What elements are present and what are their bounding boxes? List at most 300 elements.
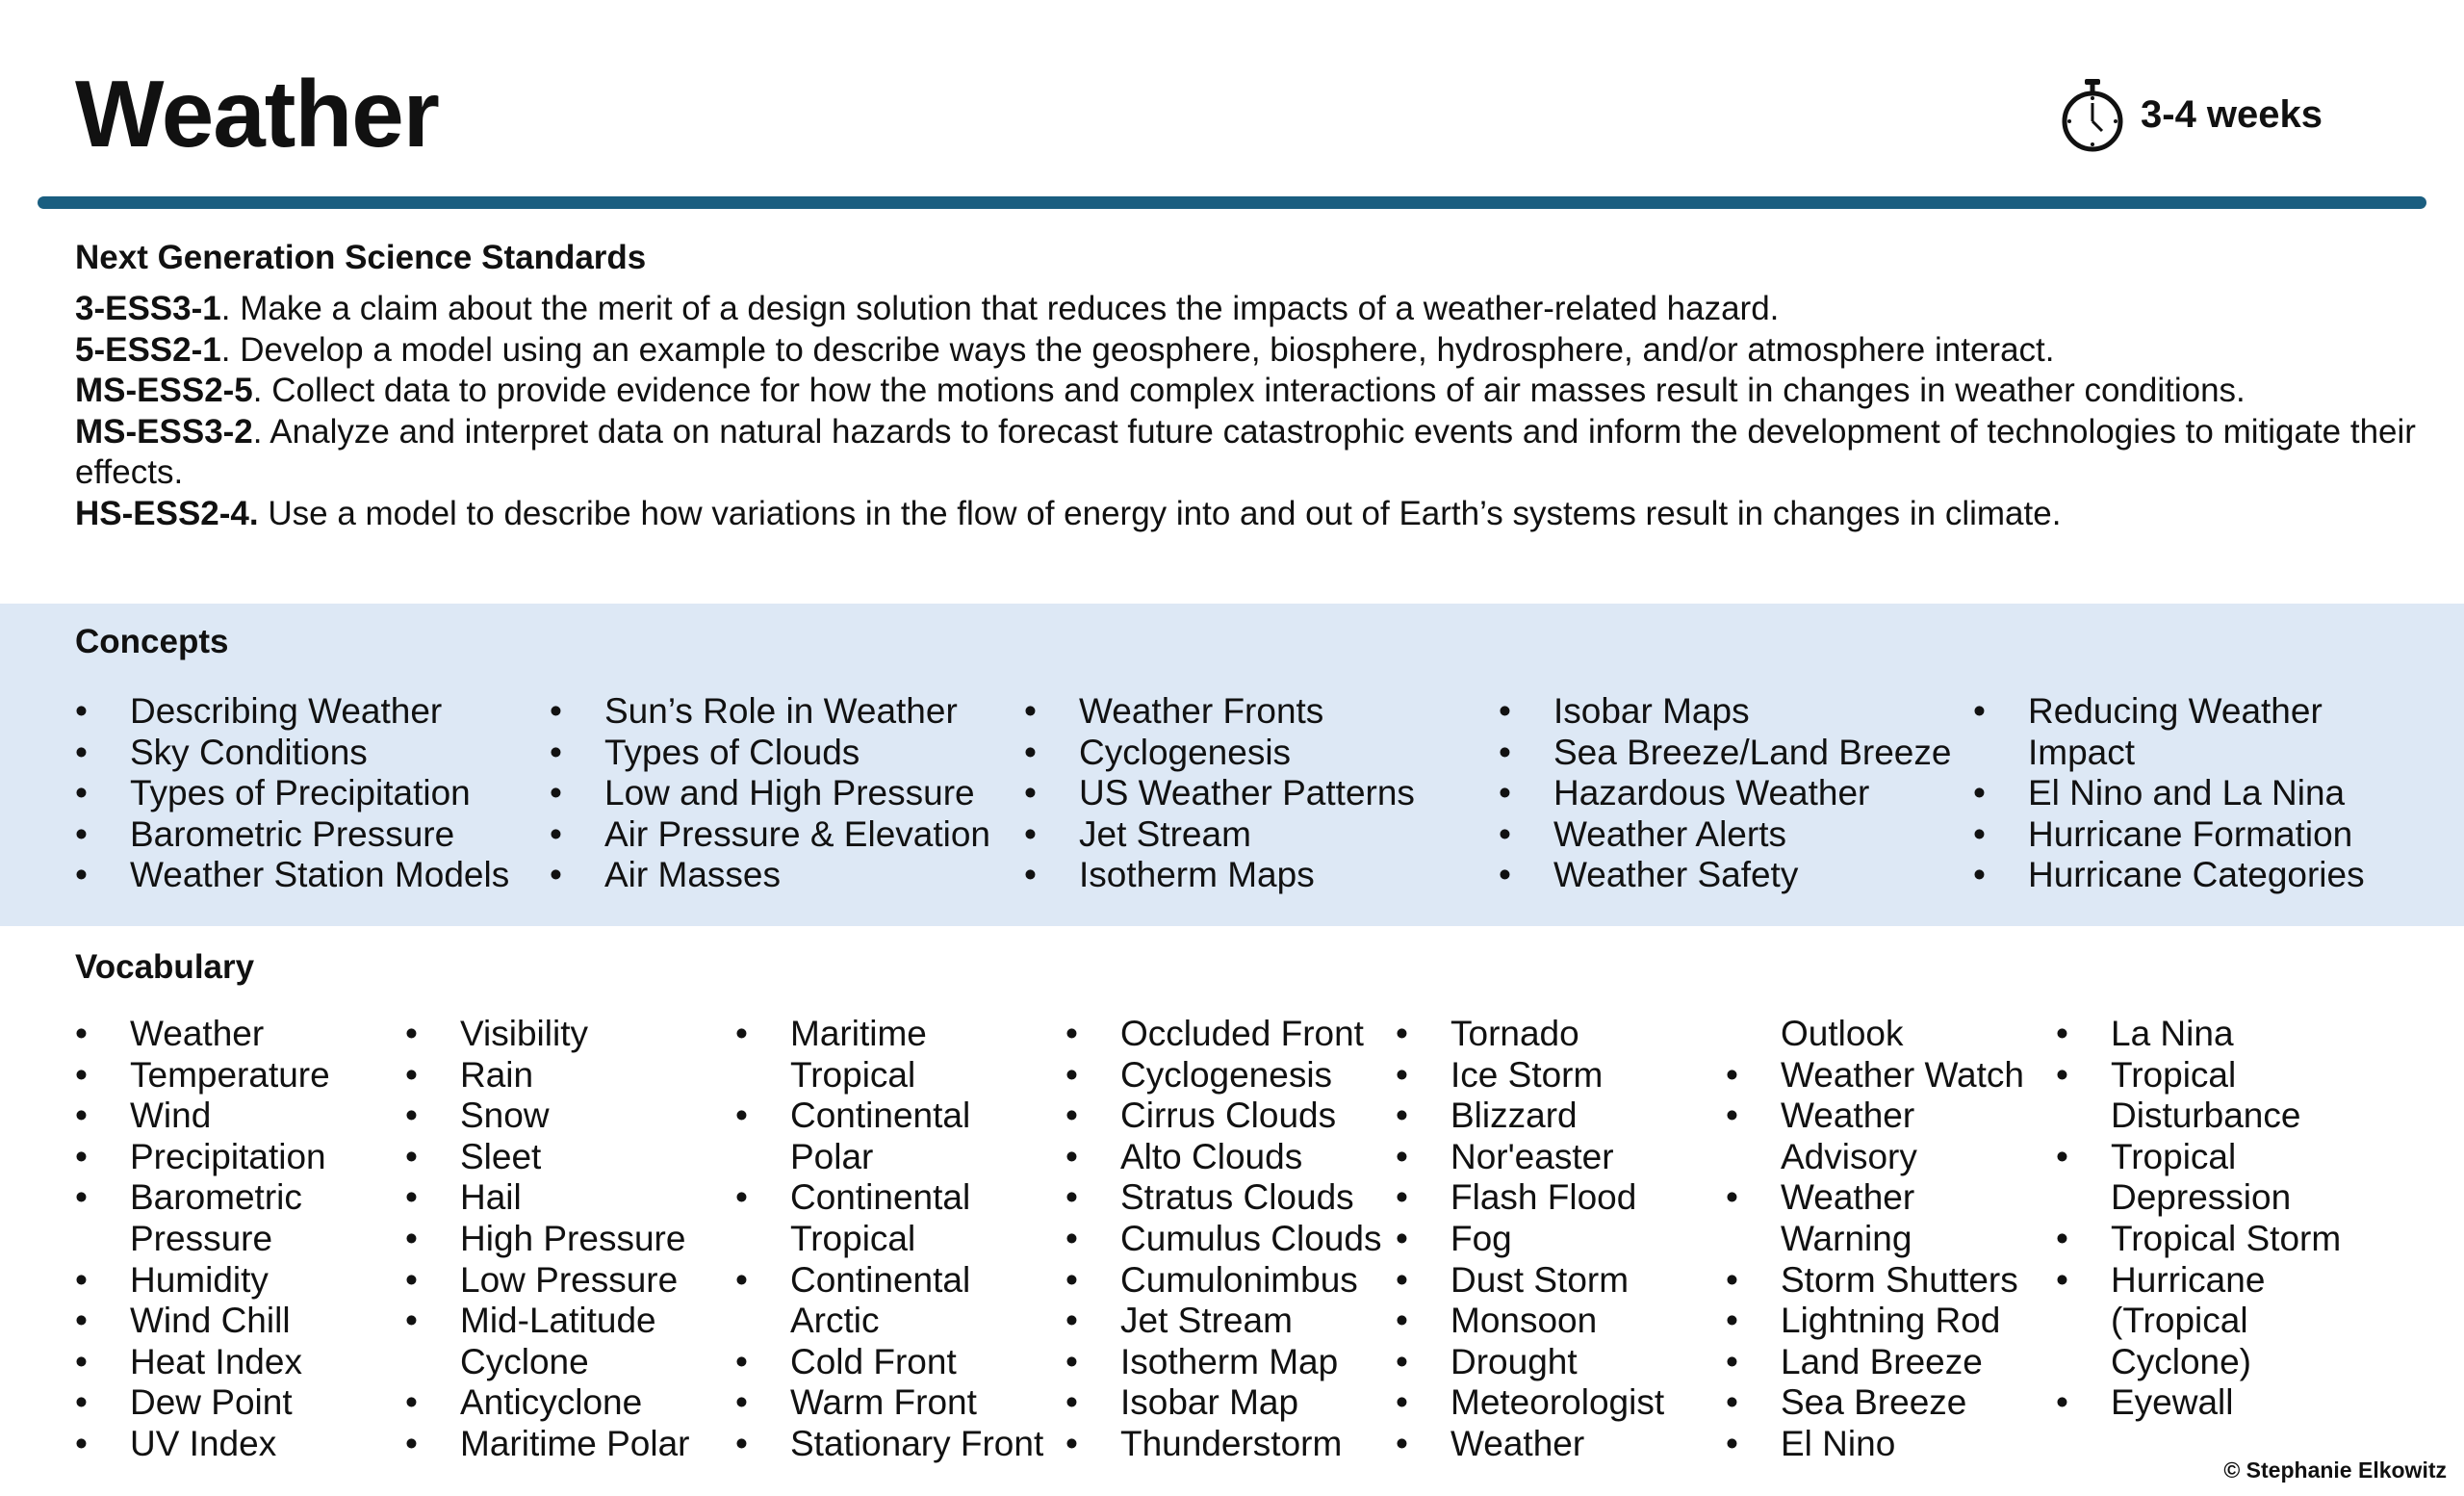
vocabulary-item — [1396, 1382, 1664, 1424]
concepts-item-text: Sun’s Role in Weather — [604, 691, 958, 731]
vocabulary-item-text: Drought — [1450, 1341, 1578, 1381]
vocabulary-item — [2056, 1055, 2341, 1137]
bullet-icon: • — [1726, 1054, 1738, 1095]
bullet-icon: • — [405, 1054, 418, 1095]
bullet-icon: • — [1499, 773, 1511, 813]
vocabulary-item-text: Fog — [1450, 1218, 1512, 1258]
vocabulary-item — [75, 1177, 330, 1259]
vocabulary-item-text: Warm Front — [790, 1382, 977, 1423]
vocabulary-item-text: Hail — [460, 1177, 522, 1218]
concepts-item-text: Hurricane Formation — [2028, 813, 2353, 854]
standard-text: . Analyze and interpret data on natural hazards to forecast future catastrophic events and inform the development of technologies to mitigate their effects. — [75, 412, 2416, 491]
concepts-item — [1499, 733, 1951, 774]
standard-code: 5-ESS2-1 — [75, 330, 221, 369]
bullet-icon: • — [1396, 1096, 1408, 1136]
bullet-icon: • — [405, 1423, 418, 1463]
vocabulary-item-text: Anticyclone — [460, 1382, 643, 1423]
standard-text: Use a model to describe how variations in the flow of energy into and out of Earth’s systems result in changes in climate. — [258, 494, 2062, 532]
concepts-item — [1499, 691, 1951, 733]
concepts-item-text: Hurricane Categories — [2028, 855, 2365, 895]
vocabulary-item-text: Precipitation — [130, 1136, 326, 1176]
bullet-icon: • — [1024, 732, 1037, 772]
vocabulary-item-text: Dust Storm — [1450, 1259, 1630, 1300]
vocabulary-item — [405, 1014, 690, 1055]
vocabulary-item — [2056, 1137, 2341, 1219]
bullet-icon: • — [75, 732, 88, 772]
standard-code: MS-ESS2-5 — [75, 372, 253, 409]
vocabulary-item-text: Cyclogenesis — [1120, 1054, 1333, 1095]
vocabulary-item-text: Barometric Pressure — [130, 1177, 302, 1258]
vocabulary-item — [405, 1219, 690, 1260]
vocabulary-item — [405, 1055, 690, 1096]
vocabulary-item-text: Hurricane (Tropical Cyclone) — [2111, 1259, 2266, 1381]
bullet-icon: • — [550, 855, 562, 895]
bullet-icon: • — [1396, 1177, 1408, 1218]
standard-item — [75, 371, 2428, 412]
bullet-icon: • — [75, 855, 88, 895]
vocabulary-item-text: Ice Storm — [1450, 1054, 1604, 1095]
bullet-icon: • — [75, 773, 88, 813]
vocabulary-item — [1726, 1177, 2024, 1259]
vocabulary-item-text: Isobar Map — [1120, 1382, 1299, 1423]
bullet-icon: • — [735, 1014, 748, 1053]
concepts-item — [1973, 855, 2365, 896]
bullet-icon: • — [1499, 813, 1511, 854]
concepts-item — [1973, 773, 2365, 814]
vocabulary-item-text: Land Breeze — [1781, 1341, 1983, 1381]
vocabulary-item — [405, 1137, 690, 1178]
vocabulary-item-text: Weather — [130, 1014, 265, 1053]
vocabulary-item — [735, 1342, 1043, 1383]
vocabulary-item-text: Low Pressure — [460, 1259, 679, 1300]
duration — [2058, 77, 2323, 152]
bullet-icon: • — [735, 1259, 748, 1300]
vocabulary-item-text: El Nino — [1781, 1423, 1896, 1463]
copyright: © Stephanie Elkowitz — [2223, 1457, 2447, 1483]
concepts-item — [550, 773, 990, 814]
vocabulary-item-text: Tropical Disturbance — [2111, 1054, 2301, 1136]
concepts-heading: Concepts — [75, 623, 229, 660]
standard-text: . Make a claim about the merit of a design solution that reduces the impacts of a weather-related hazard. — [220, 290, 1780, 327]
vocabulary-column — [2056, 1014, 2341, 1424]
bullet-icon: • — [735, 1177, 748, 1218]
vocabulary-item — [405, 1260, 690, 1302]
vocabulary-item — [735, 1260, 1043, 1342]
vocabulary-item-text: Wind — [130, 1096, 212, 1136]
concepts-column — [1024, 691, 1415, 896]
vocabulary-item-text: Visibility — [460, 1014, 588, 1053]
bullet-icon: • — [405, 1382, 418, 1423]
bullet-icon: • — [405, 1136, 418, 1176]
vocabulary-item — [1396, 1014, 1664, 1055]
standard-code: 3-ESS3-1 — [75, 290, 221, 327]
vocabulary-heading: Vocabulary — [75, 948, 255, 986]
vocabulary-item — [1726, 1055, 2024, 1096]
bullet-icon: • — [1726, 1177, 1738, 1218]
concepts-column — [75, 691, 509, 896]
vocabulary-item — [735, 1382, 1043, 1424]
vocabulary-item — [1065, 1260, 1381, 1302]
bullet-icon: • — [2056, 1218, 2068, 1258]
vocabulary-item-text: High Pressure — [460, 1218, 686, 1258]
bullet-icon: • — [1499, 732, 1511, 772]
vocabulary-item-text: Heat Index — [130, 1341, 302, 1381]
bullet-icon: • — [1065, 1341, 1078, 1381]
vocabulary-item — [1726, 1342, 2024, 1383]
bullet-icon: • — [1499, 855, 1511, 895]
vocabulary-item — [405, 1177, 690, 1219]
bullet-icon: • — [2056, 1054, 2068, 1095]
concepts-item — [1024, 773, 1415, 814]
concepts-item-text: Weather Fronts — [1079, 691, 1324, 731]
bullet-icon: • — [735, 1382, 748, 1423]
header-divider — [38, 196, 2426, 209]
bullet-icon: • — [1396, 1259, 1408, 1300]
bullet-icon: • — [1024, 813, 1037, 854]
standard-text: . Collect data to provide evidence for how the motions and complex interactions of air masses result in changes in weather conditions. — [252, 372, 2246, 409]
vocabulary-item-text: Meteorologist — [1450, 1382, 1665, 1423]
vocabulary-item — [735, 1014, 1043, 1096]
bullet-icon: • — [405, 1096, 418, 1136]
vocabulary-item — [75, 1301, 330, 1342]
vocabulary-item — [1065, 1382, 1381, 1424]
bullet-icon: • — [2056, 1382, 2068, 1423]
bullet-icon: • — [2056, 1014, 2068, 1053]
vocabulary-item — [735, 1096, 1043, 1177]
vocabulary-item-text: Flash Flood — [1450, 1177, 1637, 1218]
vocabulary-item — [2056, 1260, 2341, 1383]
vocabulary-item — [735, 1177, 1043, 1259]
concepts-item — [75, 773, 509, 814]
vocabulary-item-text: Tornado — [1450, 1014, 1579, 1053]
vocabulary-item — [75, 1260, 330, 1302]
vocabulary-item-text: Tropical Storm — [2111, 1218, 2342, 1258]
vocabulary-item-text: UV Index — [130, 1423, 277, 1463]
bullet-icon: • — [75, 1096, 88, 1136]
bullet-icon: • — [735, 1423, 748, 1463]
concepts-item-text: US Weather Patterns — [1079, 773, 1415, 813]
vocabulary-item-text: Occluded Front — [1120, 1014, 1364, 1053]
duration-text: 3-4 weeks — [2141, 92, 2323, 136]
bullet-icon: • — [1726, 1423, 1738, 1463]
bullet-icon: • — [405, 1259, 418, 1300]
vocabulary-item-text: Stationary Front — [790, 1423, 1044, 1463]
vocabulary-item — [75, 1137, 330, 1178]
bullet-icon: • — [1396, 1423, 1408, 1463]
concepts-item-text: Types of Clouds — [604, 732, 860, 772]
concepts-item — [550, 855, 990, 896]
concepts-item-text: El Nino and La Nina — [2028, 773, 2346, 813]
bullet-icon: • — [405, 1014, 418, 1053]
vocabulary-item-text: Jet Stream — [1120, 1301, 1293, 1341]
standard-code: MS-ESS3-2 — [75, 412, 253, 451]
vocabulary-item-text: Cold Front — [790, 1341, 957, 1381]
bullet-icon: • — [1973, 813, 1986, 854]
bullet-icon: • — [75, 1054, 88, 1095]
vocabulary-item — [1396, 1096, 1664, 1137]
concepts-item-text: Isobar Maps — [1553, 691, 1750, 731]
vocabulary-item-text: Alto Clouds — [1120, 1136, 1303, 1176]
vocabulary-item-text: Cirrus Clouds — [1120, 1096, 1337, 1136]
concepts-item-text: Sky Conditions — [130, 732, 368, 772]
concepts-item — [1499, 814, 1951, 856]
vocabulary-item — [1396, 1342, 1664, 1383]
vocabulary-item-text: Continental Polar — [790, 1096, 971, 1176]
vocabulary-item-text: La Nina — [2111, 1014, 2234, 1053]
vocabulary-item-text: Temperature — [130, 1054, 330, 1095]
vocabulary-item — [1065, 1177, 1381, 1219]
concepts-item-text: Barometric Pressure — [130, 813, 455, 854]
bullet-icon: • — [550, 691, 562, 731]
vocabulary-item-text: Weather Watch — [1781, 1054, 2024, 1095]
concepts-item — [1024, 691, 1415, 733]
vocabulary-item — [1396, 1137, 1664, 1178]
vocabulary-item — [1396, 1260, 1664, 1302]
bullet-icon: • — [1726, 1301, 1738, 1341]
vocabulary-item-text: Mid-Latitude Cyclone — [460, 1301, 656, 1381]
bullet-icon: • — [1065, 1177, 1078, 1218]
bullet-icon: • — [550, 773, 562, 813]
vocabulary-item-text: Maritime Tropical — [790, 1014, 927, 1095]
vocabulary-item — [2056, 1382, 2341, 1424]
concepts-item-text: Weather Safety — [1553, 855, 1799, 895]
vocabulary-item — [75, 1424, 330, 1465]
standard-item — [75, 412, 2428, 494]
concepts-item — [550, 691, 990, 733]
concepts-item-text: Sea Breeze/Land Breeze — [1553, 732, 1952, 772]
bullet-icon: • — [75, 1301, 88, 1341]
vocabulary-item-text: Weather Advisory — [1781, 1096, 1917, 1176]
vocabulary-item — [405, 1424, 690, 1465]
concepts-item — [550, 814, 990, 856]
vocabulary-item-text: Snow — [460, 1096, 550, 1136]
vocabulary-item — [405, 1301, 690, 1382]
concepts-item-text: Isotherm Maps — [1079, 855, 1315, 895]
concepts-item-text: Weather Alerts — [1553, 813, 1786, 854]
vocabulary-item-text: Continental Tropical — [790, 1177, 971, 1258]
bullet-icon: • — [1499, 691, 1511, 731]
bullet-icon: • — [1396, 1341, 1408, 1381]
bullet-icon: • — [75, 1382, 88, 1423]
vocabulary-item — [1396, 1219, 1664, 1260]
vocabulary-item — [75, 1055, 330, 1096]
bullet-icon: • — [550, 813, 562, 854]
vocabulary-item-text: Weather — [1450, 1423, 1585, 1463]
standard-item — [75, 289, 2428, 330]
vocabulary-item-text: Eyewall — [2111, 1382, 2234, 1423]
vocabulary-column — [405, 1014, 690, 1465]
vocabulary-item-text: Humidity — [130, 1259, 269, 1300]
concepts-item — [1499, 855, 1951, 896]
bullet-icon: • — [1396, 1301, 1408, 1341]
standards-heading: Next Generation Science Standards — [75, 239, 647, 276]
standard-item — [75, 330, 2428, 372]
bullet-icon: • — [2056, 1136, 2068, 1176]
bullet-icon: • — [1396, 1014, 1408, 1053]
concepts-item — [550, 733, 990, 774]
vocabulary-item-text: Nor'easter — [1450, 1136, 1614, 1176]
vocabulary-item — [405, 1382, 690, 1424]
vocabulary-column — [1065, 1014, 1381, 1465]
bullet-icon: • — [1973, 855, 1986, 895]
concepts-item — [75, 814, 509, 856]
bullet-icon: • — [75, 1177, 88, 1218]
vocabulary-item — [1396, 1424, 1664, 1465]
vocabulary-item — [1726, 1382, 2024, 1424]
concepts-item — [1973, 691, 2365, 773]
bullet-icon: • — [735, 1341, 748, 1381]
vocabulary-item-text: Weather Warning — [1781, 1177, 1915, 1258]
concepts-column — [1499, 691, 1951, 896]
bullet-icon: • — [1396, 1382, 1408, 1423]
standards-list — [75, 289, 2428, 534]
concepts-item — [75, 855, 509, 896]
concepts-column — [1973, 691, 2365, 896]
vocabulary-column — [1396, 1014, 1664, 1465]
vocabulary-item-text: Continental Arctic — [790, 1259, 971, 1341]
bullet-icon: • — [1726, 1341, 1738, 1381]
concepts-item — [1499, 773, 1951, 814]
concepts-item — [1024, 733, 1415, 774]
vocabulary-item — [1065, 1424, 1381, 1465]
bullet-icon: • — [735, 1096, 748, 1136]
vocabulary-column — [735, 1014, 1043, 1465]
bullet-icon: • — [1065, 1301, 1078, 1341]
vocabulary-item-text: Cumulonimbus — [1120, 1259, 1358, 1300]
vocabulary-column — [75, 1014, 330, 1465]
vocabulary-column — [1726, 1014, 2024, 1465]
concepts-item — [1024, 855, 1415, 896]
vocabulary-item — [1065, 1055, 1381, 1096]
concepts-item-text: Reducing Weather Impact — [2028, 691, 2323, 772]
bullet-icon: • — [1065, 1096, 1078, 1136]
vocabulary-item-text: Monsoon — [1450, 1301, 1598, 1341]
bullet-icon: • — [1065, 1382, 1078, 1423]
vocabulary-item-text: Rain — [460, 1054, 534, 1095]
concepts-item — [75, 691, 509, 733]
bullet-icon: • — [75, 691, 88, 731]
bullet-icon: • — [2056, 1259, 2068, 1300]
bullet-icon: • — [1726, 1382, 1738, 1423]
bullet-icon: • — [1065, 1054, 1078, 1095]
vocabulary-item-text: Thunderstorm — [1120, 1423, 1343, 1463]
bullet-icon: • — [1065, 1014, 1078, 1053]
bullet-icon: • — [75, 1423, 88, 1463]
vocabulary-item — [735, 1424, 1043, 1465]
vocabulary-item — [1726, 1301, 2024, 1342]
concepts-item-text: Hazardous Weather — [1553, 773, 1870, 813]
bullet-icon: • — [1396, 1054, 1408, 1095]
vocabulary-item — [1396, 1177, 1664, 1219]
concepts-item-text: Low and High Pressure — [604, 773, 975, 813]
bullet-icon: • — [1726, 1096, 1738, 1136]
bullet-icon: • — [405, 1301, 418, 1341]
vocabulary-item — [2056, 1014, 2341, 1055]
vocabulary-item-text: Storm Shutters — [1781, 1259, 2018, 1300]
vocabulary-item — [1396, 1055, 1664, 1096]
vocabulary-item — [1065, 1342, 1381, 1383]
concepts-item-text: Air Pressure & Elevation — [604, 813, 991, 854]
vocabulary-item-text: Blizzard — [1450, 1096, 1578, 1136]
concepts-item — [1973, 814, 2365, 856]
vocabulary-item — [2056, 1219, 2341, 1260]
vocabulary-item-text: Tropical Depression — [2111, 1136, 2292, 1218]
vocabulary-item — [1726, 1424, 2024, 1465]
concepts-item-text: Types of Precipitation — [130, 773, 471, 813]
vocabulary-item — [1065, 1137, 1381, 1178]
vocabulary-item — [405, 1096, 690, 1137]
bullet-icon: • — [1396, 1218, 1408, 1258]
bullet-icon: • — [1065, 1423, 1078, 1463]
vocabulary-item — [75, 1014, 330, 1055]
vocabulary-item — [1065, 1301, 1381, 1342]
bullet-icon: • — [1396, 1136, 1408, 1176]
bullet-icon: • — [1065, 1136, 1078, 1176]
concepts-item — [1024, 814, 1415, 856]
bullet-icon: • — [1024, 855, 1037, 895]
vocabulary-item-text: Maritime Polar — [460, 1423, 690, 1463]
vocabulary-item-text: Isotherm Map — [1120, 1341, 1339, 1381]
vocabulary-item — [1726, 1014, 2024, 1055]
standard-item — [75, 494, 2428, 535]
standard-text: . Develop a model using an example to describe ways the geosphere, biosphere, hydrosphere, and/or atmosphere interact. — [220, 330, 2055, 369]
bullet-icon: • — [75, 1341, 88, 1381]
bullet-icon: • — [75, 1136, 88, 1176]
vocabulary-item — [75, 1342, 330, 1383]
bullet-icon: • — [75, 1259, 88, 1300]
vocabulary-item-text: Outlook — [1781, 1014, 1904, 1053]
vocabulary-item-text: Stratus Clouds — [1120, 1177, 1354, 1218]
bullet-icon: • — [1973, 773, 1986, 813]
page-title: Weather — [75, 61, 439, 167]
concepts-item-text: Describing Weather — [130, 691, 443, 731]
vocabulary-item — [1065, 1219, 1381, 1260]
bullet-icon: • — [1065, 1218, 1078, 1258]
vocabulary-item — [75, 1096, 330, 1137]
vocabulary-item — [1396, 1301, 1664, 1342]
vocabulary-item — [1065, 1014, 1381, 1055]
bullet-icon: • — [1726, 1259, 1738, 1300]
concepts-item-text: Jet Stream — [1079, 813, 1251, 854]
vocabulary-item-text: Lightning Rod — [1781, 1301, 2001, 1341]
bullet-icon: • — [1024, 691, 1037, 731]
concepts-column — [550, 691, 990, 896]
stopwatch-icon — [2058, 77, 2127, 152]
vocabulary-item — [75, 1382, 330, 1424]
vocabulary-item-text: Wind Chill — [130, 1301, 291, 1341]
bullet-icon: • — [75, 1014, 88, 1053]
bullet-icon: • — [405, 1218, 418, 1258]
vocabulary-item-text: Dew Point — [130, 1382, 293, 1423]
bullet-icon: • — [1024, 773, 1037, 813]
concepts-item — [75, 733, 509, 774]
vocabulary-item — [1726, 1260, 2024, 1302]
concepts-item-text: Cyclogenesis — [1079, 732, 1292, 772]
bullet-icon: • — [550, 732, 562, 772]
concepts-item-text: Weather Station Models — [130, 855, 510, 895]
vocabulary-item — [1065, 1096, 1381, 1137]
vocabulary-item-text: Sea Breeze — [1781, 1382, 1967, 1423]
vocabulary-item — [1726, 1096, 2024, 1177]
bullet-icon: • — [75, 813, 88, 854]
bullet-icon: • — [405, 1177, 418, 1218]
standard-code: HS-ESS2-4. — [75, 494, 259, 532]
concepts-item-text: Air Masses — [604, 855, 781, 895]
bullet-icon: • — [1973, 691, 1986, 731]
vocabulary-item-text: Cumulus Clouds — [1120, 1218, 1382, 1258]
vocabulary-item-text: Sleet — [460, 1136, 542, 1176]
bullet-icon: • — [1065, 1259, 1078, 1300]
